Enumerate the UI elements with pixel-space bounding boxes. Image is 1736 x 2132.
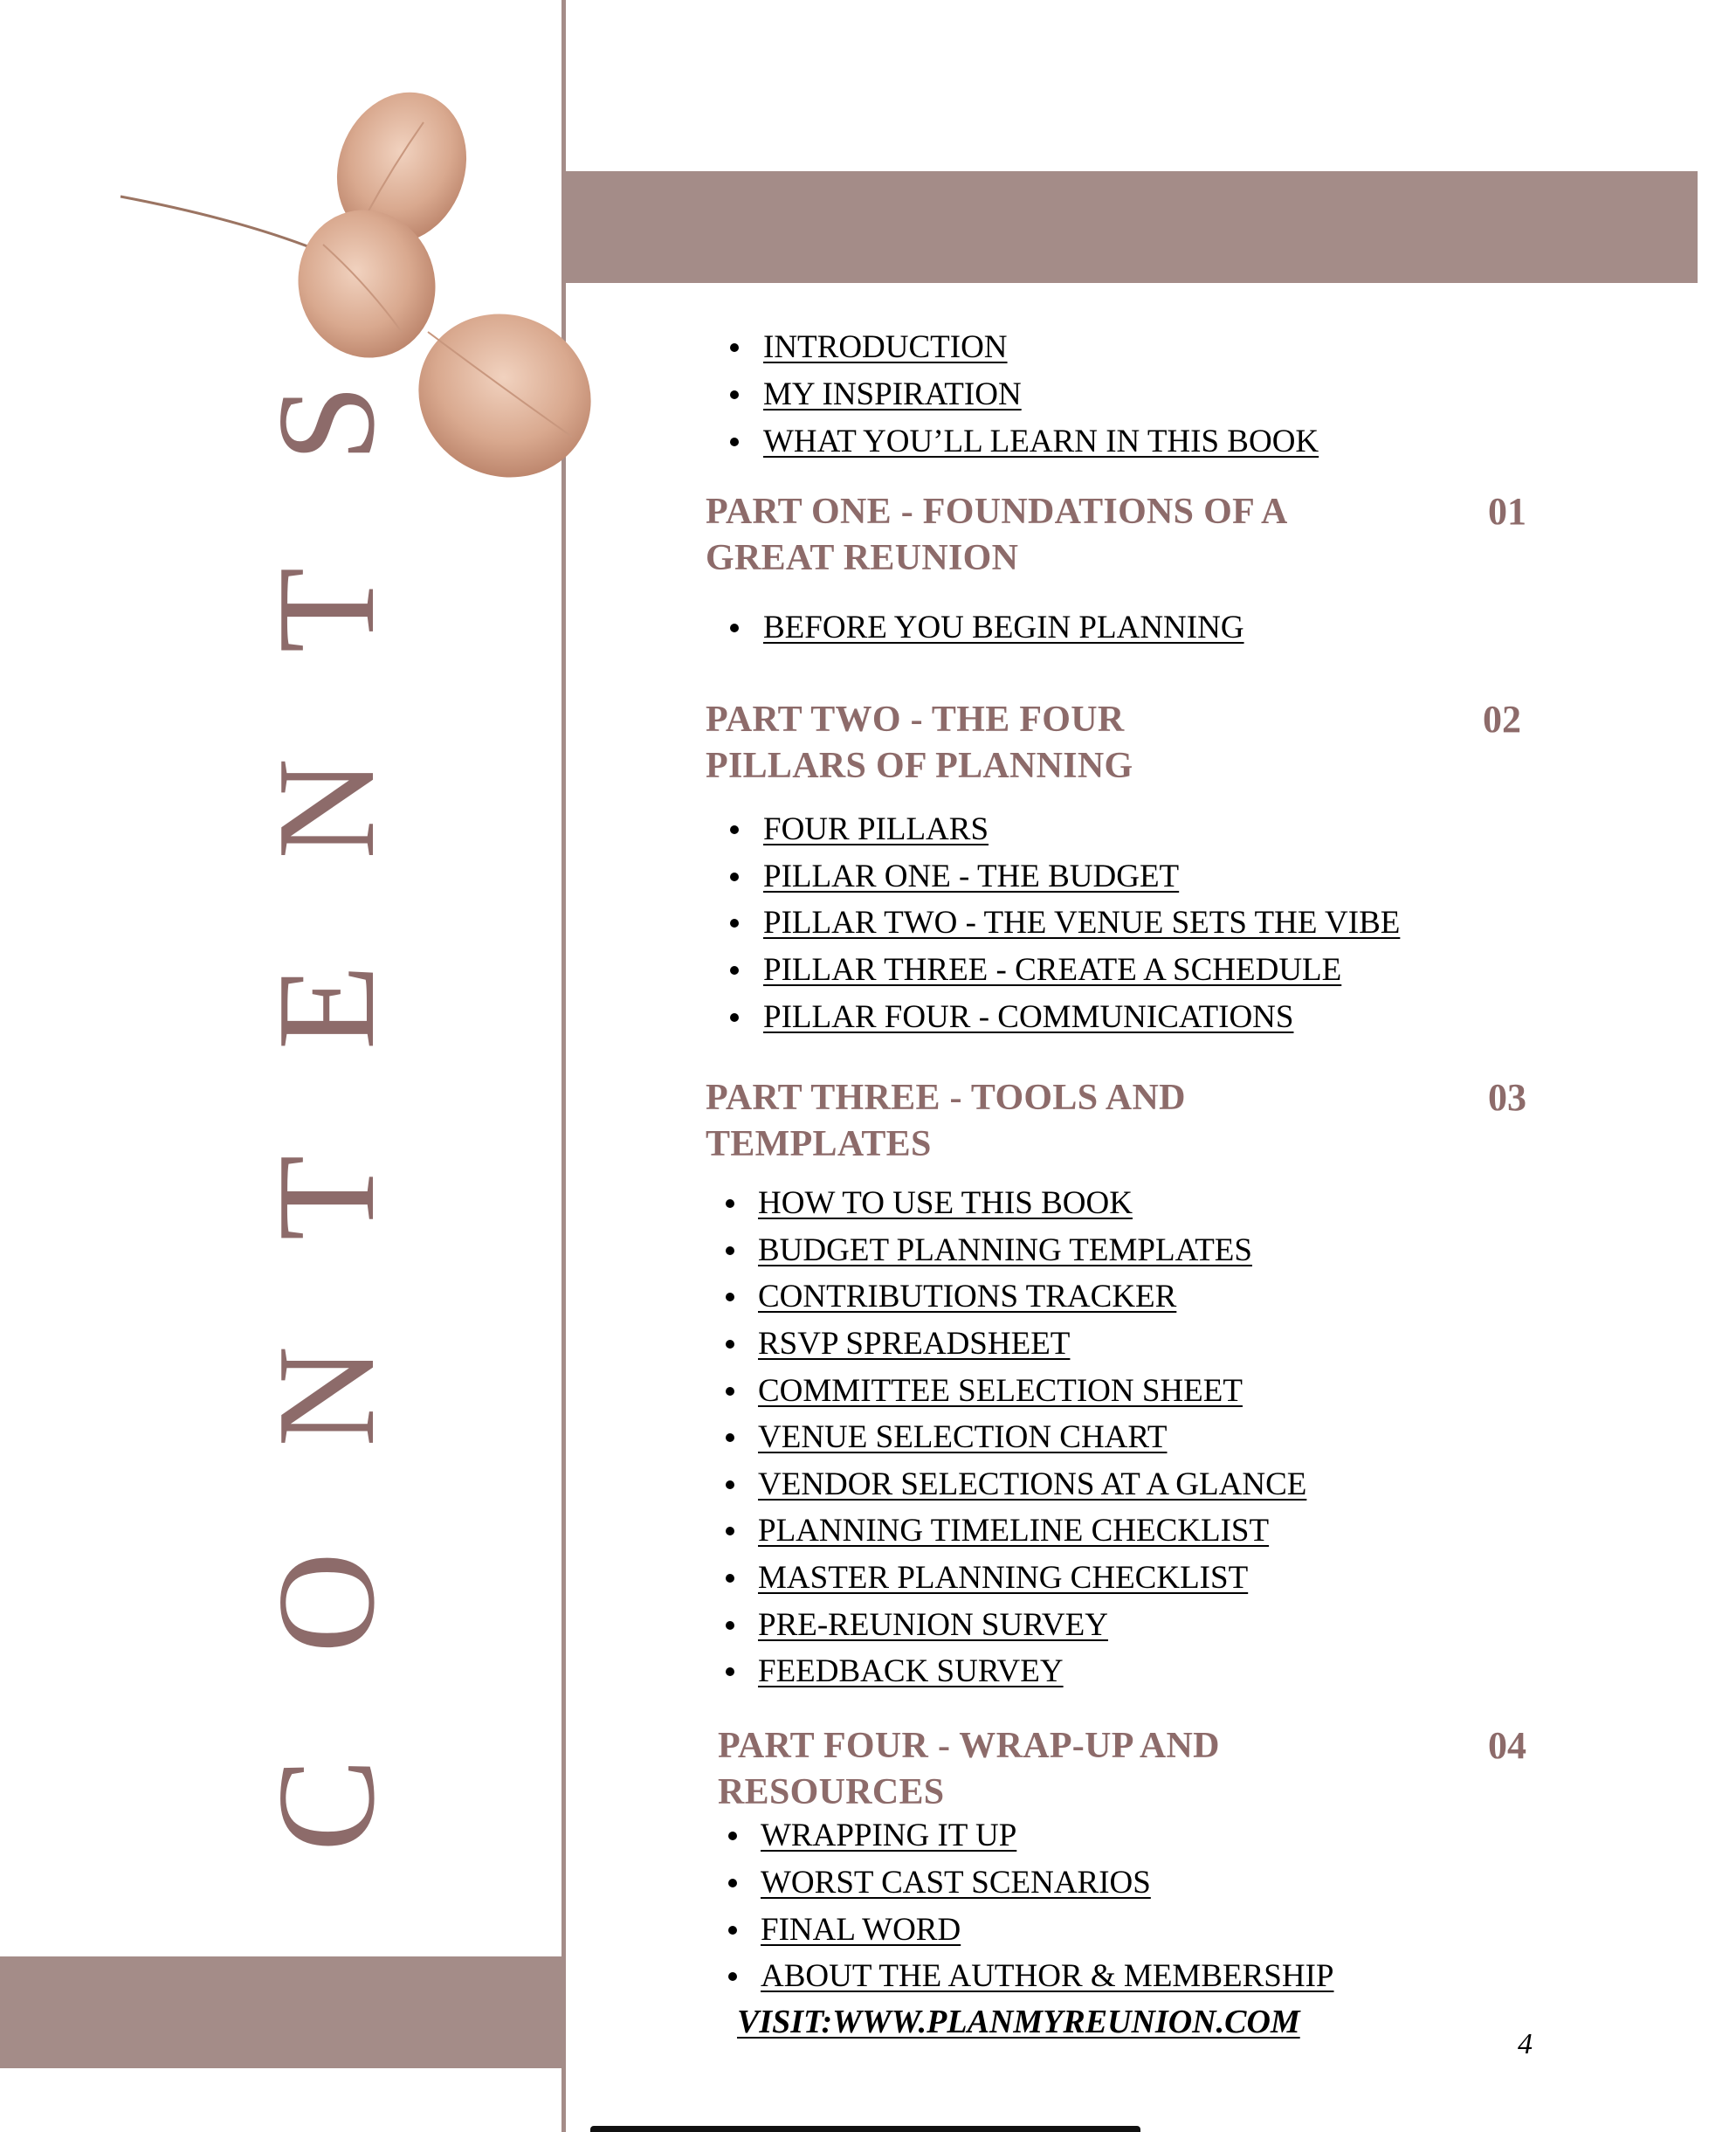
part-title: PART ONE - FOUNDATIONS OF A bbox=[706, 492, 1288, 532]
contents-letter: E bbox=[248, 964, 403, 1050]
bullet-icon bbox=[726, 1574, 734, 1583]
bullet-icon bbox=[730, 825, 739, 834]
toc-link[interactable]: PLANNING TIMELINE CHECKLIST bbox=[758, 1513, 1270, 1549]
bullet-icon bbox=[728, 1879, 737, 1887]
contents-letter: N bbox=[248, 1345, 403, 1447]
part-number: 01 bbox=[1488, 490, 1526, 533]
bullet-icon bbox=[726, 1199, 734, 1208]
part-title: TEMPLATES bbox=[706, 1124, 932, 1164]
toc-link[interactable]: FOUR PILLARS bbox=[763, 811, 989, 847]
part-title: PART TWO - THE FOUR bbox=[706, 700, 1125, 740]
part-number: 03 bbox=[1488, 1076, 1526, 1119]
toc-link[interactable]: ABOUT THE AUTHOR & MEMBERSHIP bbox=[761, 1958, 1334, 1994]
toc-link[interactable]: PILLAR FOUR - COMMUNICATIONS bbox=[763, 999, 1294, 1035]
toc-link[interactable]: PILLAR TWO - THE VENUE SETS THE VIBE bbox=[763, 905, 1401, 941]
part-title: RESOURCES bbox=[718, 1772, 945, 1812]
contents-letter: S bbox=[248, 384, 403, 463]
toc-link[interactable]: PRE-REUNION SURVEY bbox=[758, 1607, 1108, 1643]
toc-link[interactable]: CONTRIBUTIONS TRACKER bbox=[758, 1279, 1177, 1314]
bullet-icon bbox=[730, 1013, 739, 1022]
bullet-icon bbox=[726, 1667, 734, 1676]
bullet-icon bbox=[728, 1832, 737, 1840]
part-title: PART FOUR - WRAP-UP AND bbox=[718, 1726, 1220, 1766]
home-indicator bbox=[590, 2126, 1140, 2132]
toc-link[interactable]: HOW TO USE THIS BOOK bbox=[758, 1185, 1133, 1221]
website-link[interactable]: VISIT:WWW.PLANMYREUNION.COM bbox=[737, 2004, 1300, 2040]
part-number: 04 bbox=[1488, 1724, 1526, 1767]
bullet-icon bbox=[730, 624, 739, 632]
toc-link[interactable]: VENDOR SELECTIONS AT A GLANCE bbox=[758, 1466, 1307, 1502]
bullet-icon bbox=[730, 919, 739, 928]
toc-link[interactable]: BUDGET PLANNING TEMPLATES bbox=[758, 1232, 1252, 1268]
part-title: PILLARS OF PLANNING bbox=[706, 746, 1133, 786]
toc-link[interactable]: MY INSPIRATION bbox=[763, 376, 1022, 412]
toc-link[interactable]: RSVP SPREADSHEET bbox=[758, 1326, 1071, 1362]
part-title: PART THREE - TOOLS AND bbox=[706, 1078, 1186, 1118]
bullet-icon bbox=[726, 1621, 734, 1630]
toc-link[interactable]: FINAL WORD bbox=[761, 1912, 961, 1948]
bullet-icon bbox=[730, 873, 739, 881]
toc-link[interactable]: INTRODUCTION bbox=[763, 329, 1008, 365]
bullet-icon bbox=[726, 1480, 734, 1489]
contents-letter: C bbox=[248, 1758, 403, 1852]
bullet-icon bbox=[730, 438, 739, 446]
toc-link[interactable]: BEFORE YOU BEGIN PLANNING bbox=[763, 610, 1244, 645]
bullet-icon bbox=[726, 1246, 734, 1255]
bullet-icon bbox=[726, 1527, 734, 1535]
bullet-icon bbox=[728, 1972, 737, 1981]
toc-link[interactable]: VENUE SELECTION CHART bbox=[758, 1419, 1168, 1455]
toc-link[interactable]: MASTER PLANNING CHECKLIST bbox=[758, 1560, 1249, 1596]
contents-letter: N bbox=[248, 758, 403, 859]
toc-link[interactable]: PILLAR ONE - THE BUDGET bbox=[763, 859, 1180, 894]
contents-letter: T bbox=[248, 567, 403, 653]
toc-link[interactable]: FEEDBACK SURVEY bbox=[758, 1653, 1064, 1689]
bullet-icon bbox=[728, 1926, 737, 1935]
toc-link[interactable]: WHAT YOU’LL LEARN IN THIS BOOK bbox=[763, 424, 1319, 459]
bullet-icon bbox=[726, 1293, 734, 1301]
bullet-icon bbox=[726, 1387, 734, 1396]
toc-link[interactable]: COMMITTEE SELECTION SHEET bbox=[758, 1373, 1243, 1409]
page-number: 4 bbox=[1518, 2028, 1533, 2060]
contents-letter: T bbox=[248, 1155, 403, 1241]
toc-link[interactable]: WRAPPING IT UP bbox=[761, 1818, 1017, 1853]
toc-link[interactable]: PILLAR THREE - CREATE A SCHEDULE bbox=[763, 952, 1342, 988]
bullet-icon bbox=[726, 1433, 734, 1442]
part-number: 02 bbox=[1483, 698, 1521, 741]
toc-link[interactable]: WORST CAST SCENARIOS bbox=[761, 1865, 1151, 1901]
bullet-icon bbox=[730, 343, 739, 352]
bullet-icon bbox=[730, 390, 739, 399]
bullet-icon bbox=[726, 1340, 734, 1349]
contents-letter: O bbox=[248, 1552, 403, 1653]
bullet-icon bbox=[730, 966, 739, 975]
part-title: GREAT REUNION bbox=[706, 538, 1019, 578]
